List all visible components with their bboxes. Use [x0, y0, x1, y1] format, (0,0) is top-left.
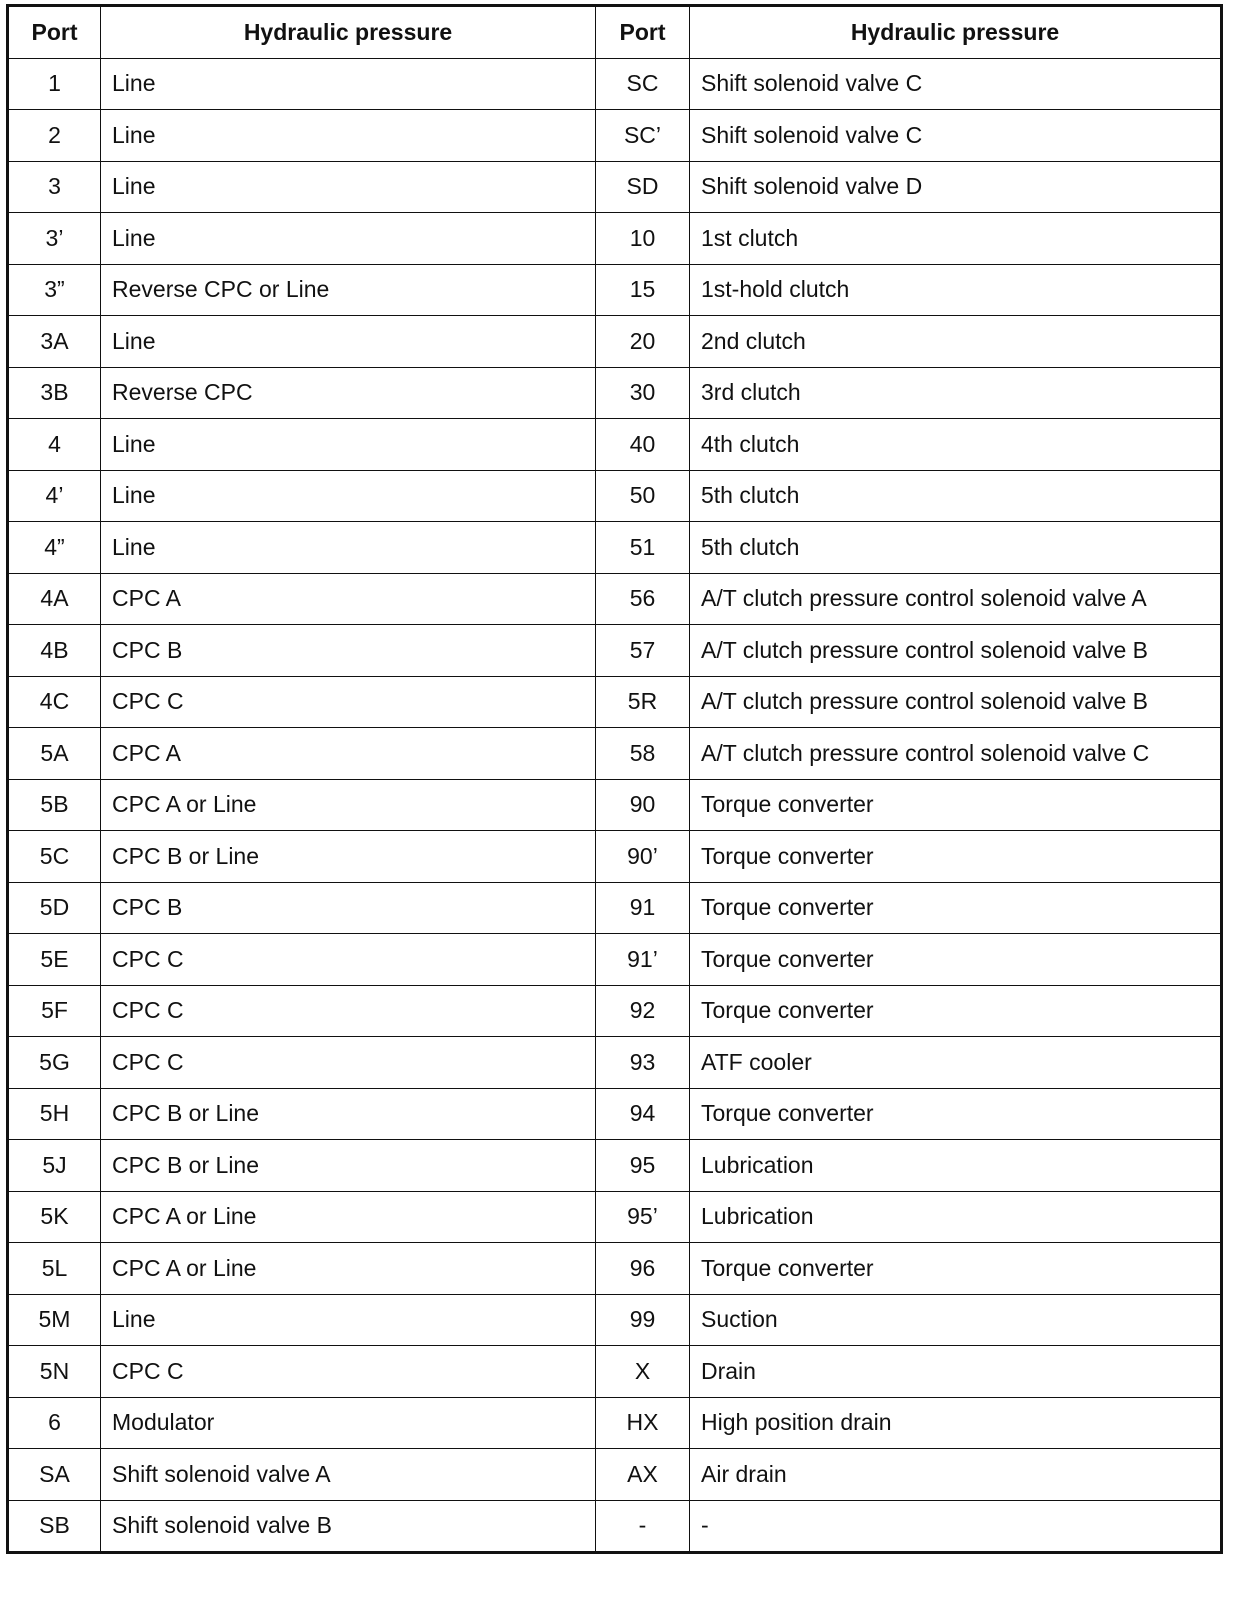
cell-pressure-right: 2nd clutch	[690, 316, 1222, 368]
cell-port-right: -	[596, 1500, 690, 1553]
cell-pressure-right: 1st clutch	[690, 213, 1222, 265]
cell-pressure-right: Torque converter	[690, 1243, 1222, 1295]
cell-pressure-left: Shift solenoid valve B	[101, 1500, 596, 1553]
cell-port-left: 5B	[8, 779, 101, 831]
cell-port-left: 4B	[8, 625, 101, 677]
cell-pressure-right: -	[690, 1500, 1222, 1553]
table-row	[8, 1037, 1222, 1089]
cell-pressure-left: Line	[101, 1294, 596, 1346]
cell-pressure-right: Lubrication	[690, 1191, 1222, 1243]
cell-pressure-right: A/T clutch pressure control solenoid valve B	[690, 676, 1222, 728]
table-row	[8, 573, 1222, 625]
cell-port-right: AX	[596, 1449, 690, 1501]
cell-pressure-right: Torque converter	[690, 831, 1222, 883]
table-row	[8, 419, 1222, 471]
cell-port-right: 90’	[596, 831, 690, 883]
cell-pressure-left: CPC C	[101, 1346, 596, 1398]
cell-pressure-left: CPC B or Line	[101, 831, 596, 883]
cell-port-left: 5L	[8, 1243, 101, 1295]
cell-pressure-right: 5th clutch	[690, 470, 1222, 522]
table-row	[8, 934, 1222, 986]
cell-pressure-left: CPC C	[101, 985, 596, 1037]
cell-port-right: 5R	[596, 676, 690, 728]
cell-port-right: SC’	[596, 110, 690, 162]
cell-port-right: 90	[596, 779, 690, 831]
cell-pressure-left: CPC B or Line	[101, 1088, 596, 1140]
table-row	[8, 625, 1222, 677]
cell-pressure-left: CPC A	[101, 573, 596, 625]
cell-pressure-right: ATF cooler	[690, 1037, 1222, 1089]
cell-port-left: 5K	[8, 1191, 101, 1243]
cell-pressure-left: CPC A or Line	[101, 1243, 596, 1295]
cell-pressure-right: Air drain	[690, 1449, 1222, 1501]
cell-pressure-right: 4th clutch	[690, 419, 1222, 471]
port-pressure-table	[6, 4, 1223, 1554]
cell-port-left: 2	[8, 110, 101, 162]
cell-port-right: 94	[596, 1088, 690, 1140]
cell-pressure-right: 5th clutch	[690, 522, 1222, 574]
table-row	[8, 316, 1222, 368]
table-row	[8, 1449, 1222, 1501]
cell-port-right: 15	[596, 264, 690, 316]
cell-port-left: 5G	[8, 1037, 101, 1089]
cell-pressure-right: Torque converter	[690, 779, 1222, 831]
cell-pressure-left: CPC A	[101, 728, 596, 780]
cell-port-right: 50	[596, 470, 690, 522]
cell-port-left: 5A	[8, 728, 101, 780]
cell-pressure-right: Lubrication	[690, 1140, 1222, 1192]
table-row	[8, 522, 1222, 574]
table-row	[8, 470, 1222, 522]
cell-port-left: 5H	[8, 1088, 101, 1140]
cell-pressure-right: High position drain	[690, 1397, 1222, 1449]
cell-pressure-left: Modulator	[101, 1397, 596, 1449]
cell-port-left: 5D	[8, 882, 101, 934]
table-row	[8, 213, 1222, 265]
cell-pressure-right: Shift solenoid valve D	[690, 161, 1222, 213]
table-row	[8, 367, 1222, 419]
cell-pressure-left: Line	[101, 316, 596, 368]
cell-port-left: 3B	[8, 367, 101, 419]
cell-pressure-left: Line	[101, 419, 596, 471]
header-pressure-left: Hydraulic pressure	[101, 6, 596, 59]
cell-pressure-left: Shift solenoid valve A	[101, 1449, 596, 1501]
cell-port-right: 20	[596, 316, 690, 368]
cell-port-right: X	[596, 1346, 690, 1398]
table-row	[8, 779, 1222, 831]
cell-pressure-left: CPC C	[101, 934, 596, 986]
table-row	[8, 831, 1222, 883]
cell-pressure-left: Reverse CPC or Line	[101, 264, 596, 316]
cell-port-left: 3	[8, 161, 101, 213]
cell-port-left: 4A	[8, 573, 101, 625]
cell-port-right: 95	[596, 1140, 690, 1192]
cell-port-right: 93	[596, 1037, 690, 1089]
cell-pressure-right: Shift solenoid valve C	[690, 58, 1222, 110]
cell-port-left: 5F	[8, 985, 101, 1037]
table-row	[8, 1191, 1222, 1243]
cell-port-right: 95’	[596, 1191, 690, 1243]
table-row	[8, 1140, 1222, 1192]
cell-port-right: 91’	[596, 934, 690, 986]
cell-port-right: 57	[596, 625, 690, 677]
cell-pressure-right: 1st-hold clutch	[690, 264, 1222, 316]
table-row	[8, 882, 1222, 934]
header-port-left: Port	[8, 6, 101, 59]
header-port-right: Port	[596, 6, 690, 59]
cell-port-left: 4”	[8, 522, 101, 574]
cell-pressure-left: Reverse CPC	[101, 367, 596, 419]
cell-pressure-left: CPC B	[101, 882, 596, 934]
cell-pressure-right: Torque converter	[690, 985, 1222, 1037]
table-row	[8, 1346, 1222, 1398]
cell-port-right: 91	[596, 882, 690, 934]
cell-port-right: 96	[596, 1243, 690, 1295]
cell-port-right: 51	[596, 522, 690, 574]
cell-port-left: 6	[8, 1397, 101, 1449]
cell-port-left: 3A	[8, 316, 101, 368]
cell-port-right: 99	[596, 1294, 690, 1346]
cell-pressure-right: A/T clutch pressure control solenoid valve C	[690, 728, 1222, 780]
cell-port-left: SB	[8, 1500, 101, 1553]
cell-port-left: 4	[8, 419, 101, 471]
cell-pressure-left: Line	[101, 58, 596, 110]
table-row	[8, 58, 1222, 110]
cell-pressure-left: Line	[101, 161, 596, 213]
cell-port-right: 40	[596, 419, 690, 471]
cell-port-left: 1	[8, 58, 101, 110]
cell-port-left: 5J	[8, 1140, 101, 1192]
cell-port-right: 58	[596, 728, 690, 780]
table-row	[8, 1397, 1222, 1449]
cell-pressure-left: CPC B or Line	[101, 1140, 596, 1192]
cell-pressure-right: Torque converter	[690, 1088, 1222, 1140]
cell-pressure-right: Torque converter	[690, 934, 1222, 986]
header-pressure-right: Hydraulic pressure	[690, 6, 1222, 59]
table-row	[8, 676, 1222, 728]
cell-port-right: 10	[596, 213, 690, 265]
cell-pressure-right: A/T clutch pressure control solenoid valve B	[690, 625, 1222, 677]
cell-port-right: HX	[596, 1397, 690, 1449]
cell-port-left: 4’	[8, 470, 101, 522]
table-row	[8, 1500, 1222, 1553]
table-row	[8, 110, 1222, 162]
cell-port-left: 5C	[8, 831, 101, 883]
cell-port-right: SC	[596, 58, 690, 110]
cell-pressure-left: CPC C	[101, 1037, 596, 1089]
cell-pressure-right: Shift solenoid valve C	[690, 110, 1222, 162]
cell-port-left: 3”	[8, 264, 101, 316]
cell-port-right: SD	[596, 161, 690, 213]
cell-port-left: 5E	[8, 934, 101, 986]
cell-pressure-left: CPC A or Line	[101, 779, 596, 831]
cell-pressure-right: Torque converter	[690, 882, 1222, 934]
cell-port-left: SA	[8, 1449, 101, 1501]
cell-port-left: 5N	[8, 1346, 101, 1398]
table-row	[8, 264, 1222, 316]
table-row	[8, 161, 1222, 213]
table-row	[8, 985, 1222, 1037]
cell-pressure-left: Line	[101, 522, 596, 574]
cell-pressure-right: A/T clutch pressure control solenoid valve A	[690, 573, 1222, 625]
table-row	[8, 728, 1222, 780]
cell-port-right: 56	[596, 573, 690, 625]
table-row	[8, 1294, 1222, 1346]
table-header-row	[8, 6, 1222, 59]
cell-pressure-left: CPC C	[101, 676, 596, 728]
cell-pressure-right: 3rd clutch	[690, 367, 1222, 419]
cell-port-left: 4C	[8, 676, 101, 728]
cell-pressure-right: Suction	[690, 1294, 1222, 1346]
cell-pressure-left: Line	[101, 110, 596, 162]
cell-pressure-left: Line	[101, 213, 596, 265]
cell-pressure-left: CPC A or Line	[101, 1191, 596, 1243]
cell-pressure-left: Line	[101, 470, 596, 522]
cell-pressure-right: Drain	[690, 1346, 1222, 1398]
cell-port-left: 3’	[8, 213, 101, 265]
cell-port-right: 30	[596, 367, 690, 419]
cell-port-right: 92	[596, 985, 690, 1037]
cell-pressure-left: CPC B	[101, 625, 596, 677]
cell-port-left: 5M	[8, 1294, 101, 1346]
table-row	[8, 1243, 1222, 1295]
table-row	[8, 1088, 1222, 1140]
